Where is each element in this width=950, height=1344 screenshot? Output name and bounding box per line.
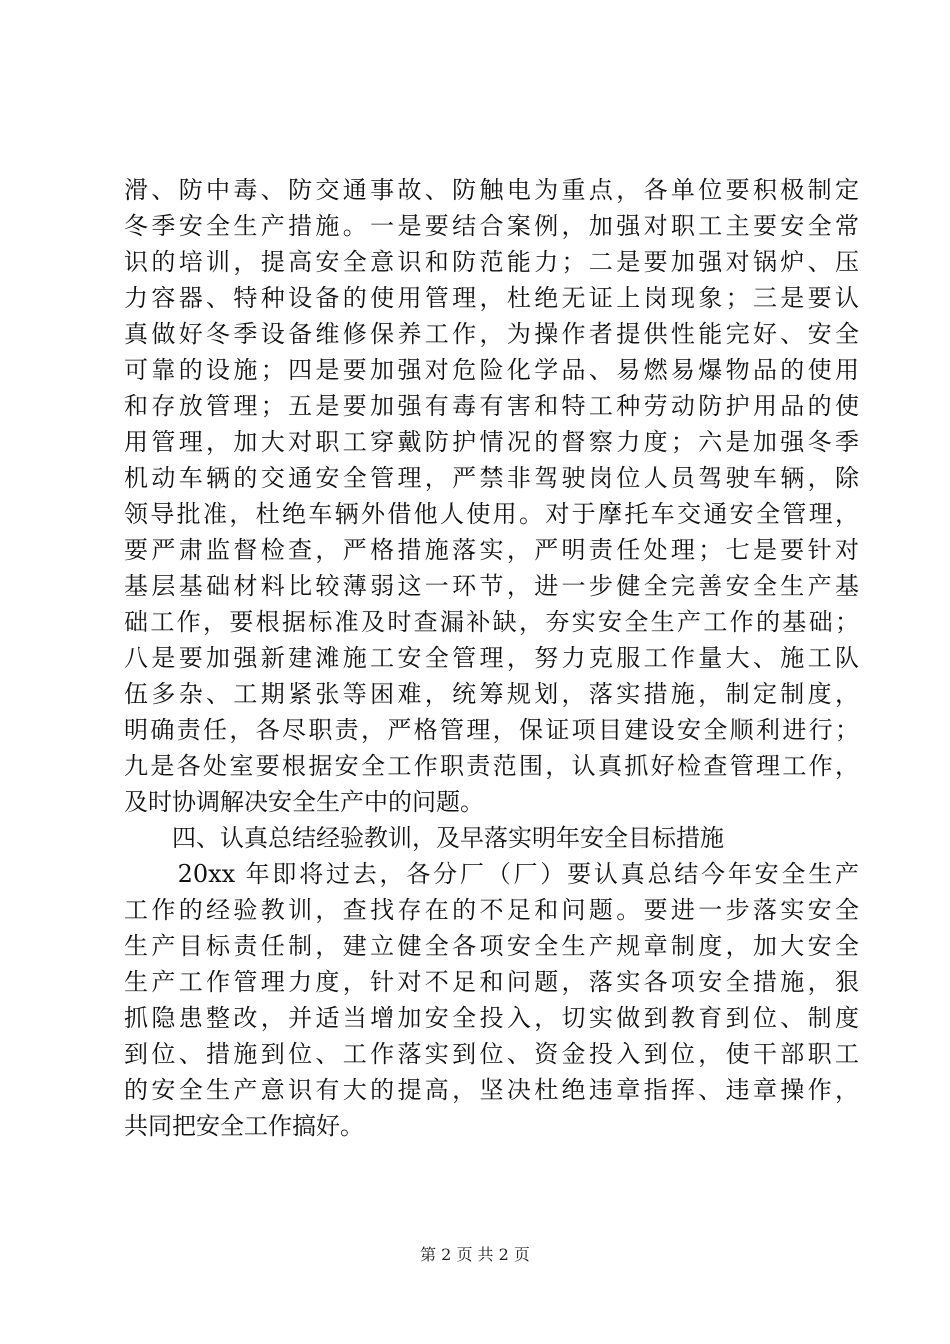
text-line: 八是要加强新建滩施工安全管理，努力克服工作量大、施工队 (124, 644, 859, 672)
text-line: 用管理，加大对职工穿戴防护情况的督察力度；六是加强冬季 (124, 428, 859, 456)
text-line: 真做好冬季设备维修保养工作，为操作者提供性能完好、安全 (124, 320, 859, 348)
text-line: 和存放管理；五是要加强有毒有害和特工种劳动防护用品的使 (124, 392, 859, 420)
text-line: 伍多杂、工期紧张等困难，统筹规划，落实措施，制定制度， (124, 680, 859, 708)
text-line: 到位、措施到位、工作落实到位、资金投入到位，使干部职工 (124, 1040, 859, 1068)
text-line: 要严肃监督检查，严格措施落实，严明责任处理；七是要针对 (124, 536, 859, 564)
text-line: 冬季安全生产措施。一是要结合案例，加强对职工主要安全常 (124, 212, 859, 240)
text-line: 础工作，要根据标准及时查漏补缺，夯实安全生产工作的基础； (124, 608, 859, 636)
text-line: 识的培训，提高安全意识和防范能力；二是要加强对锅炉、压 (124, 248, 859, 276)
text-line: 的安全生产意识有大的提高，坚决杜绝违章指挥、违章操作， (124, 1076, 859, 1104)
page-footer: 第 2 页 共 2 页 (420, 1245, 530, 1264)
section-heading: 四、认真总结经验教训，及早落实明年安全目标措施 (124, 824, 724, 852)
body-text (124, 172, 859, 1144)
text-line: 生产目标责任制，建立健全各项安全生产规章制度，加大安全 (124, 932, 859, 960)
text-line: 基层基础材料比较薄弱这一环节，进一步健全完善安全生产基 (124, 572, 859, 600)
text-line: 可靠的设施；四是要加强对危险化学品、易燃易爆物品的使用 (124, 356, 859, 384)
text-line: 领导批准，杜绝车辆外借他人使用。对于摩托车交通安全管理， (124, 500, 859, 528)
text-line: 机动车辆的交通安全管理，严禁非驾驶岗位人员驾驶车辆，除 (124, 464, 859, 492)
text-line: 生产工作管理力度，针对不足和问题，落实各项安全措施，狠 (124, 968, 859, 996)
text-line: 工作的经验教训，查找存在的不足和问题。要进一步落实安全 (124, 896, 859, 924)
text-line: 及时协调解决安全生产中的问题。 (124, 788, 484, 816)
text-line: 滑、防中毒、防交通事故、防触电为重点，各单位要积极制定 (124, 176, 859, 204)
text-line: 九是各处室要根据安全工作职责范围，认真抓好检查管理工作， (124, 752, 859, 780)
text-line: 明确责任，各尽职责，严格管理，保证项目建设安全顺利进行； (124, 716, 859, 744)
text-line: 抓隐患整改，并适当增加安全投入，切实做到教育到位、制度 (124, 1004, 859, 1032)
text-line: 力容器、特种设备的使用管理，杜绝无证上岗现象；三是要认 (124, 284, 859, 312)
text-line: 20xx 年即将过去，各分厂（厂）要认真总结今年安全生产 (124, 860, 859, 888)
text-line: 共同把安全工作搞好。 (124, 1112, 364, 1140)
